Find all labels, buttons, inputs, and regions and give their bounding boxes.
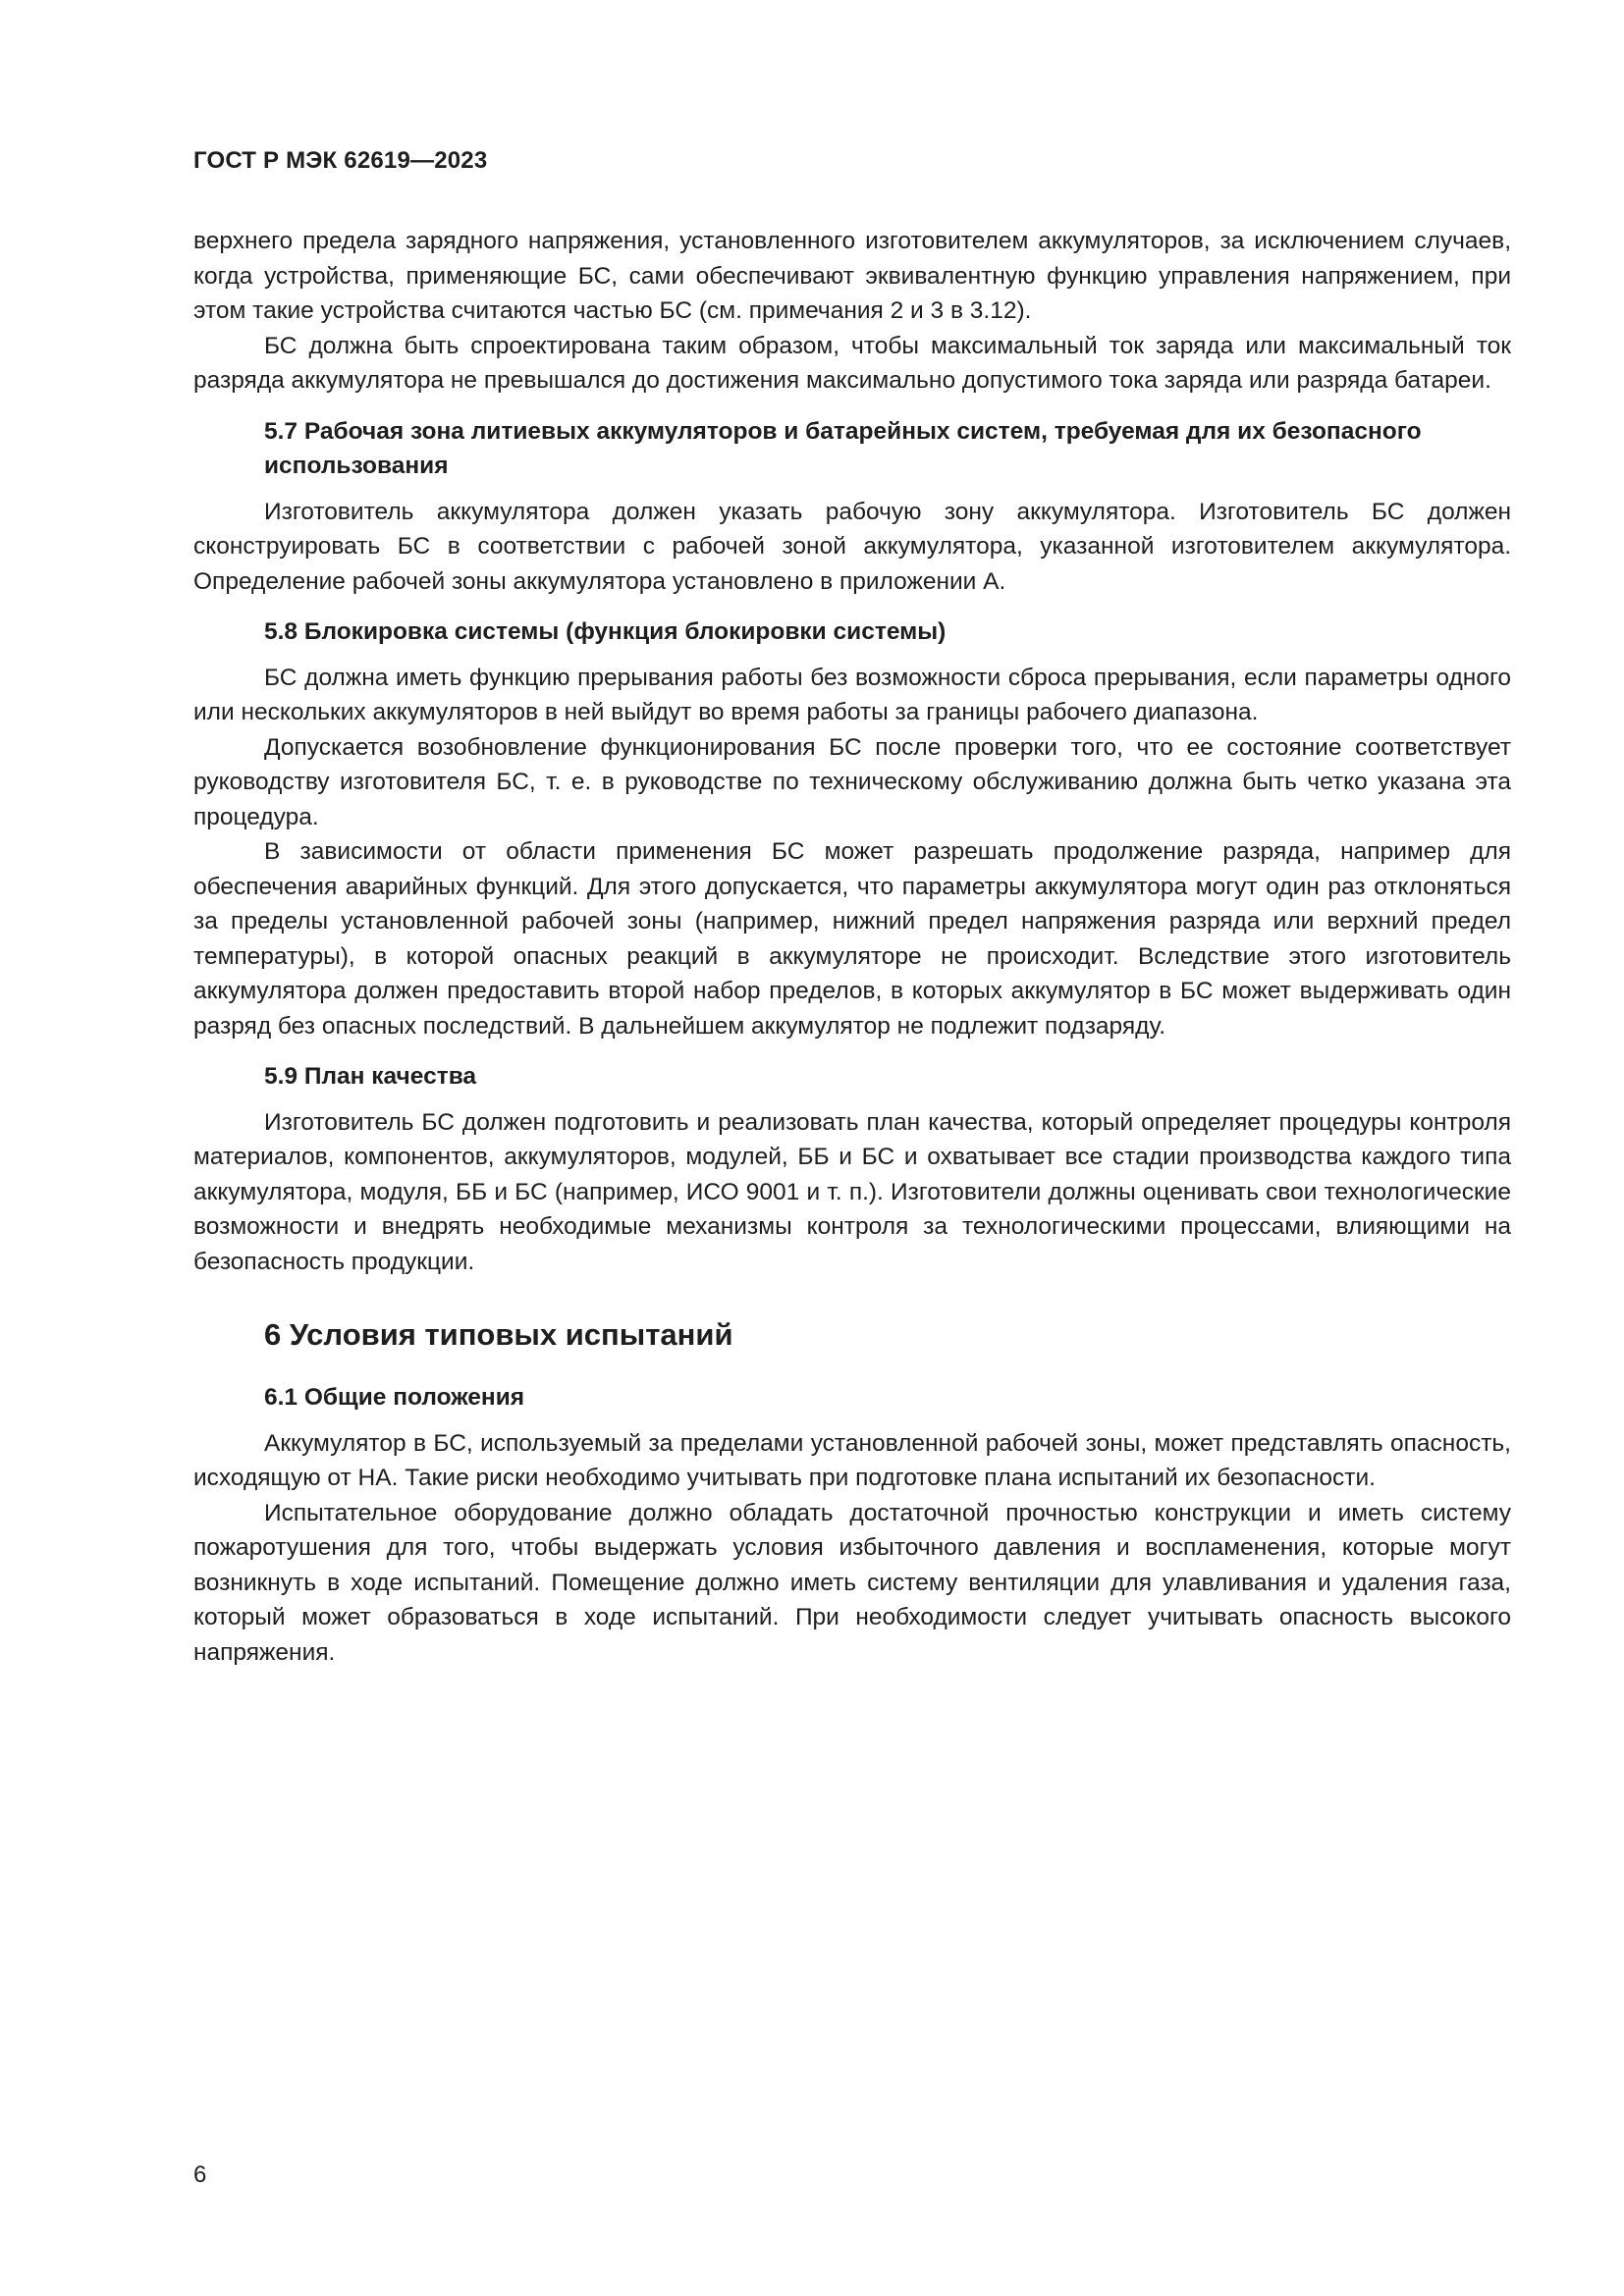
section-6-1-paragraph-1: Аккумулятор в БС, используемый за пределами установленной рабочей зоны, может представлять опасность, исходящую от НА. Такие риски необходимо учитывать при подготовке плана испытаний их безопасности.	[193, 1429, 1511, 1491]
section-5-8-paragraph-1: БС должна иметь функцию прерывания работы без возможности сброса прерывания, если параметры одного или нескольких аккумуляторов в ней выйдут во время работы за границы рабочего диапазона.	[193, 664, 1511, 725]
section-5-8-paragraph-2: Допускается возобновление функционирования БС после проверки того, что ее состояние соответствует руководству изготовителя БС, т. е. в руководстве по техническому обслуживанию должна быть четко указана эта процедура.	[193, 733, 1511, 830]
page-number: 6	[193, 2162, 207, 2188]
section-6-1-heading: 6.1 Общие положения	[264, 1384, 525, 1411]
section-6-1-paragraph-2: Испытательное оборудование должно обладать достаточной прочностью конструкции и иметь систему пожаротушения для того, чтобы выдержать условия избыточного давления и воспламенения, которые могут возникнуть в ходе испытаний. Помещение должно иметь систему вентиляции для улавливания и удаления газа, который может образоваться в ходе испытаний. При необходимости следует учитывать опасность высокого напряжения.	[193, 1499, 1511, 1666]
section-6-heading: 6 Условия типовых испытаний	[264, 1317, 733, 1352]
document-body	[193, 224, 1511, 1670]
section-5-8-heading: 5.8 Блокировка системы (функция блокировки системы)	[264, 618, 947, 645]
section-5-7-heading: 5.7 Рабочая зона литиевых аккумуляторов и батарейных систем, требуемая для их безопасного использования	[264, 417, 1422, 479]
continuation-paragraph: верхнего предела зарядного напряжения, установленного изготовителем аккумуляторов, за исключением случаев, когда устройства, применяющие БС, сами обеспечивают эквивалентную функцию управления напряжением, при этом такие устройства считаются частью БС (см. примечания 2 и 3 в 3.12).	[193, 228, 1511, 324]
section-5-9-heading: 5.9 План качества	[264, 1063, 477, 1090]
section-5-7-paragraph: Изготовитель аккумулятора должен указать рабочую зону аккумулятора. Изготовитель БС должен сконструировать БС в соответствии с рабочей зоной аккумулятора, указанной изготовителем аккумулятора. Определение рабочей зоны аккумулятора установлено в приложении А.	[193, 498, 1511, 595]
paragraph-charge-current: БС должна быть спроектирована таким образом, чтобы максимальный ток заряда или максимальный ток разряда аккумулятора не превышался до достижения максимально допустимого тока заряда или разряда батареи.	[193, 332, 1511, 394]
section-5-8-paragraph-3: В зависимости от области применения БС может разрешать продолжение разряда, например для обеспечения аварийных функций. Для этого допускается, что параметры аккумулятора могут один раз отклоняться за пределы установленной рабочей зоны (например, нижний предел напряжения разряда или верхний предел температуры), в которой опасных реакций в аккумуляторе не происходит. Вследствие этого изготовитель аккумулятора должен предоставить второй набор пределов, в которых аккумулятор в БС может выдерживать один разряд без опасных последствий. В дальнейшем аккумулятор не подлежит подзаряду.	[193, 838, 1511, 1040]
document-header: ГОСТ Р МЭК 62619—2023	[193, 147, 488, 174]
section-5-9-paragraph: Изготовитель БС должен подготовить и реализовать план качества, который определяет процедуры контроля материалов, компонентов, аккумуляторов, модулей, ББ и БС и охватывает все стадии производства каждого типа аккумулятора, модуля, ББ и БС (например, ИСО 9001 и т. п.). Изготовители должны оценивать свои технологические возможности и внедрять необходимые механизмы контроля за технологическими процессами, влияющими на безопасность продукции.	[193, 1108, 1511, 1275]
